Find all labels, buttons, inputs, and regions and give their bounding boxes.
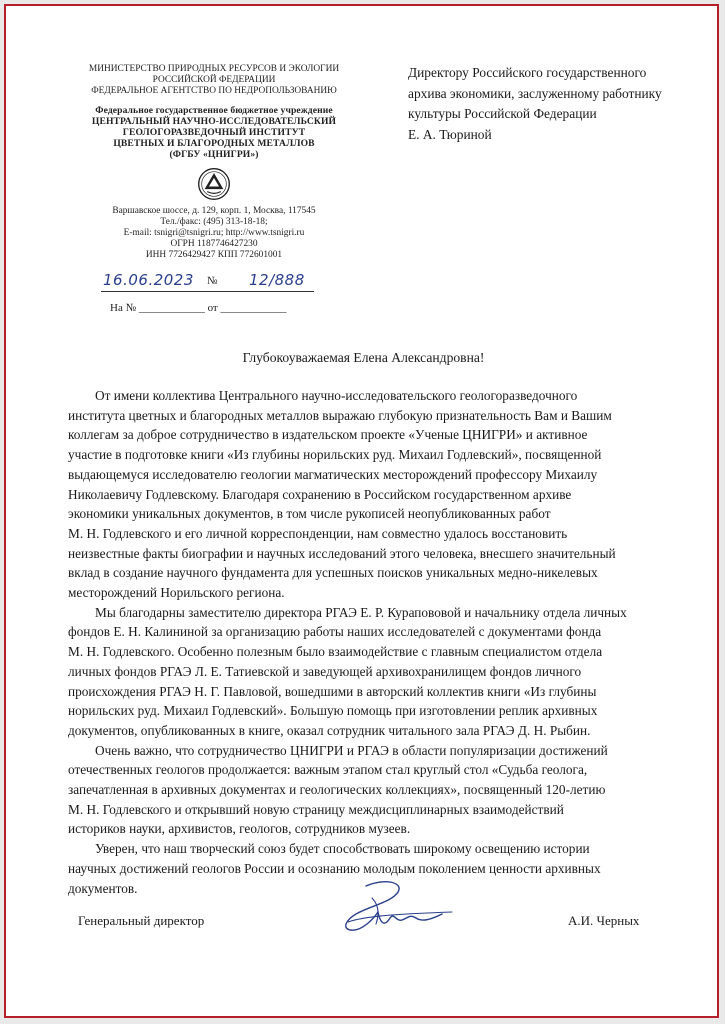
addressee-line-2: архива экономики, заслуженному работнику — [408, 85, 662, 101]
body-line: месторождений Норильского региона. — [68, 585, 285, 601]
body-line: норильских руд. Михаил Годлевский». Большую помощь при изготовлении реплик архивных — [68, 703, 598, 719]
addressee-line-3: культуры Российской Федерации — [408, 106, 597, 121]
body-line: экономики уникальных документов, в том числе рукописей неопубликованных работ — [68, 506, 551, 522]
org-address: Варшавское шоссе, д. 129, корп. 1, Москва, 117545 — [112, 205, 316, 216]
org-abbr: (ФГБУ «ЦНИГРИ») — [169, 149, 259, 161]
signer-position: Генеральный директор — [78, 913, 205, 928]
letter-body — [68, 386, 673, 898]
body-line: Уверен, что наш творческий союз будет способствовать широкому освещению истории — [95, 841, 590, 857]
body-line: выдающемуся исследователю геологии магматических месторождений профессору Михаилу — [68, 466, 598, 482]
signer-name: А.И. Черных — [568, 913, 640, 928]
body-line: Мы благодарны заместителю директора РГАЭ Е. Р. Курапововой и начальнику отдела личных — [95, 604, 627, 620]
addressee-block — [408, 63, 708, 145]
body-line: коллегам за доброе сотрудничество в издательском проекте «Ученые ЦНИГРИ» и активное — [68, 427, 588, 443]
org-name-2: ГЕОЛОГОРАЗВЕДОЧНЫЙ ИНСТИТУТ — [122, 127, 306, 139]
org-email: E-mail: tsnigri@tsnigri.ru; http://www.tsnigri.ru — [123, 227, 305, 238]
org-phone: Тел./факс: (495) 313-18-18; — [160, 216, 268, 227]
org-ogrn: ОГРН 1187746427230 — [170, 238, 258, 249]
letterhead — [64, 64, 364, 261]
body-line: неизвестные факты биографии и научных исследований этого человека, внесшего значительный — [68, 545, 616, 561]
addressee-line-1: Директору Российского государственного — [408, 65, 647, 80]
body-line: М. Н. Годлевского и открывший новую страницу междисциплинарных взаимодействий — [68, 801, 564, 817]
emblem-icon — [197, 167, 231, 201]
body-line: личных фондов РГАЭ Л. Е. Татиевской и заведующей архивохранилищем фондов личного — [68, 663, 582, 679]
body-paragraph — [68, 386, 673, 603]
body-line: запечатленная в архивных документах и геологических коллекциях», посвященный 120-летию — [68, 782, 606, 798]
body-line: научных достижений геологов России и осознанию молодым поколением ценности архивных — [68, 860, 601, 876]
body-line: М. Н. Годлевского и его личной корреспонденции, нам совместно удалось восстановить — [68, 525, 568, 541]
incoming-reference: На № ____________ от ____________ — [110, 302, 287, 314]
org-name-1: ЦЕНТРАЛЬНЫЙ НАУЧНО-ИССЛЕДОВАТЕЛЬСКИЙ — [91, 115, 337, 127]
body-line: вклад в создание научного фундамента для успешных поисков уникальных медно-никелевых — [68, 565, 598, 581]
org-type: Федеральное государственное бюджетное учреждение — [95, 104, 333, 116]
body-line: документов. — [68, 880, 138, 896]
body-line: историков науки, архивистов, геологов, сотрудников музеев. — [68, 821, 411, 837]
body-line: От имени коллектива Центрального научно-исследовательского геологоразведочного — [95, 388, 578, 403]
body-line: Николаевичу Годлевскому. Благодаря сохранению в Российском государственном архиве — [68, 486, 572, 502]
ministry-line-2: РОССИЙСКОЙ ФЕДЕРАЦИИ — [152, 75, 276, 86]
body-line: Очень важно, что сотрудничество ЦНИГРИ и РГАЭ в области популяризации достижений — [95, 742, 608, 758]
body-line: участие в подготовке книги «Из глубины норильских руд. Михаил Годлевский», посвященной — [68, 447, 602, 463]
org-inn: ИНН 7726429427 КПП 772601001 — [145, 249, 283, 260]
outgoing-number: 12/888 — [249, 271, 305, 289]
body-line: отечественных геологов продолжается: важным этапом стал круглый стол «Судьба геолога, — [68, 762, 588, 778]
body-paragraph — [68, 603, 673, 741]
number-sign: № — [207, 275, 218, 287]
body-line: М. Н. Годлевского. Особенно полезным было взаимодействие с главным специалистом отдела — [68, 644, 603, 660]
outgoing-reference — [95, 271, 315, 293]
letter-page — [4, 4, 719, 1018]
addressee-line-4: Е. А. Тюриной — [408, 126, 492, 142]
ministry-line-1: МИНИСТЕРСТВО ПРИРОДНЫХ РЕСУРСОВ И ЭКОЛОГИИ — [88, 64, 340, 74]
outgoing-date: 16.06.2023 — [103, 271, 194, 289]
signature-row — [78, 913, 658, 933]
body-paragraph — [68, 741, 673, 840]
reference-underline — [101, 291, 314, 292]
agency-line: ФЕДЕРАЛЬНОЕ АГЕНТСТВО ПО НЕДРОПОЛЬЗОВАНИЮ — [91, 86, 337, 97]
body-line: происхождения РГАЭ Н. Г. Павловой, вошедшими в авторский коллектив книги «Из глубины — [68, 683, 597, 699]
body-line: института цветных и благородных металлов выражаю глубокую признательность Вам и Вашим — [68, 407, 612, 423]
org-name-3: ЦВЕТНЫХ И БЛАГОРОДНЫХ МЕТАЛЛОВ — [113, 138, 315, 150]
body-line: документов, опубликованных в книге, оказал сотрудник читального зала РГАЭ Д. Н. Рыбин. — [68, 722, 591, 738]
body-line: фондов Е. Н. Калининой за организацию работы наших исследователей с документами фонда — [68, 624, 602, 640]
greeting: Глубокоуважаемая Елена Александровна! — [242, 350, 485, 365]
